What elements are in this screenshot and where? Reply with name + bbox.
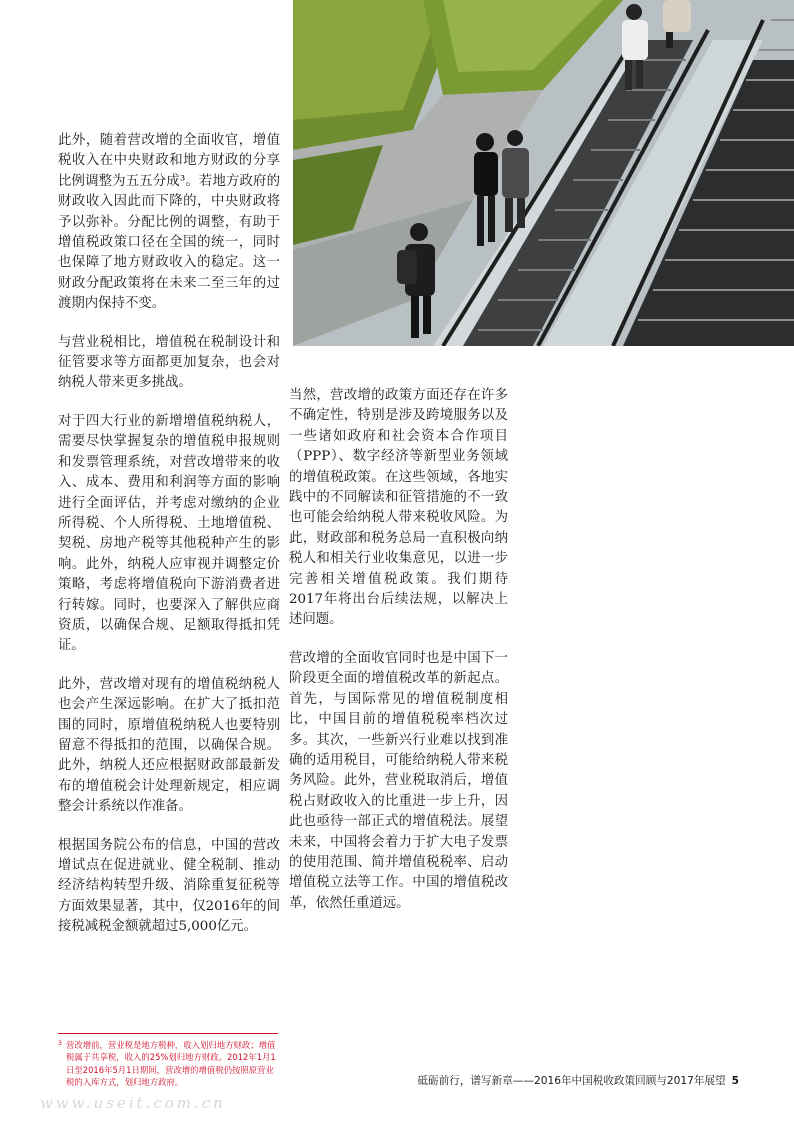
paragraph-uncertainty: 当然，营改增的政策方面还存在许多不确定性，特别是涉及跨境服务以及一些诸如政府和社会资本合作项目（PPP）、数字经济等新型业务领域的增值税政策。在这些领域，各地实践中的不同解读和征管措施的不一致也可能会给纳税人带来税收风险。为此，财政部和税务总局一直积极向纳税人和相关行业收集意见，以进一步完善相关增值税政策。我们期待2017年将出台后续法规，以解决上述问题。 bbox=[289, 388, 508, 628]
footer-title: 砥砺前行，谱写新章——2016年中国税收政策回顾与2017年展望 bbox=[417, 1075, 726, 1087]
watermark: www.useit.com.cn bbox=[40, 1094, 226, 1112]
page-footer bbox=[417, 1073, 739, 1088]
escalator-photo bbox=[293, 0, 794, 346]
footnote bbox=[58, 1033, 278, 1089]
paragraph-next-reform: 营改增的全面收官同时也是中国下一阶段更全面的增值税改革的新起点。首先，与国际常见的增值税制度相比，中国目前的增值税税率档次过多。其次，一些新兴行业难以找到准确的适用税目，可能给纳税人带来税务风险。此外，营业税取消后，增值税占财政收入的比重进一步上升，因此也亟待一部正式的增值税法。展望未来，中国将会着力于扩大电子发票的使用范围、简并增值税税率、启动增值税立法等工作。中国的增值税改革，依然任重道远。 bbox=[289, 650, 508, 911]
right-column bbox=[289, 386, 508, 932]
paragraph-fiscal-split: 此外，随着营改增的全面收官，增值税收入在中央财政和地方财政的分享比例调整为五五分成³。若地方政府的财政收入因此而下降的，中央财政将予以弥补。分配比例的调整，有助于增值税政策口径在全国的统一，同时也保障了地方财政收入的稳定。这一财政分配政策将在未来二至三年的过渡期内保持不变。 bbox=[58, 133, 280, 312]
page-number: 5 bbox=[731, 1075, 739, 1087]
paragraph-state-council: 根据国务院公布的信息，中国的营改增试点在促进就业、健全税制、推动经济结构转型升级、消除重复征税等方面效果显著，其中，仅2016年的间接税减税金额就超过5,000亿元。 bbox=[58, 837, 280, 935]
footnote-number: 3 bbox=[58, 1040, 62, 1047]
paragraph-existing-taxpayers: 此外，营改增对现有的增值税纳税人也会产生深远影响。在扩大了抵扣范围的同时，原增值税纳税人也要特别留意不得抵扣的范围，以确保合规。此外，纳税人还应根据财政部最新发布的增值税会计处理新规定，相应调整会计系统以作准备。 bbox=[58, 676, 280, 815]
footnote-text: 营改增前，营业税是地方税种，收入划归地方财政；增值税属于共享税，收入的25%划归地方财政。2012年1月1日至2016年5月1日期间，营改增的增值税仍按照原营业税的入库方式，划归地方政府。 bbox=[66, 1040, 276, 1088]
paragraph-complexity: 与营业税相比，增值税在税制设计和征管要求等方面都更加复杂，也会对纳税人带来更多挑战。 bbox=[58, 334, 280, 391]
paragraph-new-taxpayers: 对于四大行业的新增增值税纳税人，需要尽快掌握复杂的增值税申报规则和发票管理系统，对营改增带来的收入、成本、费用和利润等方面的影响进行全面评估，并考虑对缴纳的企业所得税、个人所得税、土地增值税、契税、房地产税等其他税种产生的影响。此外，纳税人应审视并调整定价策略，考虑将增值税向下游消费者进行转嫁。同时，也要深入了解供应商资质，以确保合规、足额取得抵扣凭证。 bbox=[58, 413, 280, 654]
left-column bbox=[58, 131, 280, 956]
